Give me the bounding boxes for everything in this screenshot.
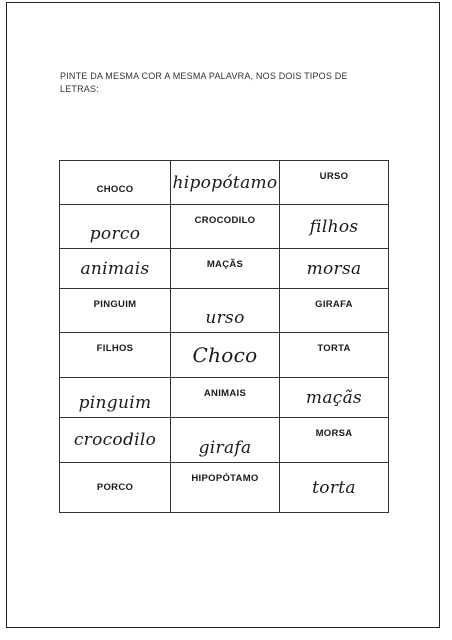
cursive-word: urso	[205, 308, 245, 328]
print-word: HIPOPÓTAMO	[191, 473, 259, 484]
instruction-line-1: PINTE DA MESMA COR A MESMA PALAVRA, NOS DOIS TIPOS DE	[60, 71, 348, 81]
print-word: ANIMAIS	[203, 388, 247, 399]
table-cell[interactable]	[60, 205, 171, 249]
print-word: MORSA	[315, 428, 353, 439]
table-cell[interactable]	[171, 418, 280, 463]
print-word: TORTA	[317, 343, 351, 354]
table-cell[interactable]	[280, 205, 388, 249]
table-cell[interactable]	[60, 161, 171, 205]
cursive-word: crocodilo	[73, 430, 157, 450]
table-cell[interactable]	[280, 289, 388, 333]
table-cell[interactable]	[171, 161, 280, 205]
print-word: CHOCO	[96, 184, 134, 195]
table-cell[interactable]	[60, 289, 171, 333]
table-cell[interactable]	[60, 249, 171, 289]
table-cell[interactable]	[171, 289, 280, 333]
table-cell[interactable]	[171, 378, 280, 418]
cursive-word: filhos	[309, 216, 359, 237]
print-word: PORCO	[96, 482, 134, 493]
table-cell[interactable]	[60, 418, 171, 463]
word-matching-table	[59, 160, 389, 513]
table-cell[interactable]	[280, 333, 388, 378]
print-word: GIRAFA	[315, 299, 353, 310]
cursive-word: maçãs	[305, 387, 363, 408]
table-cell[interactable]	[60, 463, 171, 512]
table-cell[interactable]	[280, 378, 388, 418]
cursive-word: morsa	[306, 258, 362, 279]
table-cell[interactable]	[280, 161, 388, 205]
cursive-word: Choco	[192, 343, 258, 367]
instruction-line-2: LETRAS:	[60, 84, 99, 94]
cursive-word: torta	[312, 477, 356, 498]
cursive-word: hipopótamo	[172, 172, 278, 193]
print-word: PINGUIM	[93, 299, 137, 310]
print-word: MAÇÃS	[206, 259, 244, 270]
cursive-word: pinguim	[78, 393, 152, 413]
table-cell[interactable]	[60, 378, 171, 418]
print-word: FILHOS	[96, 343, 134, 354]
table-cell[interactable]	[60, 333, 171, 378]
table-cell[interactable]	[171, 333, 280, 378]
table-cell[interactable]	[171, 249, 280, 289]
table-cell[interactable]	[280, 249, 388, 289]
print-word: CROCODILO	[194, 215, 256, 226]
cursive-word: animais	[80, 258, 150, 279]
cursive-word: girafa	[198, 438, 252, 458]
table-cell[interactable]	[280, 463, 388, 512]
table-cell[interactable]	[171, 463, 280, 512]
instruction-text	[60, 70, 360, 96]
table-cell[interactable]	[280, 418, 388, 463]
print-word: URSO	[319, 171, 349, 182]
table-cell[interactable]	[171, 205, 280, 249]
cursive-word: porco	[89, 224, 141, 244]
